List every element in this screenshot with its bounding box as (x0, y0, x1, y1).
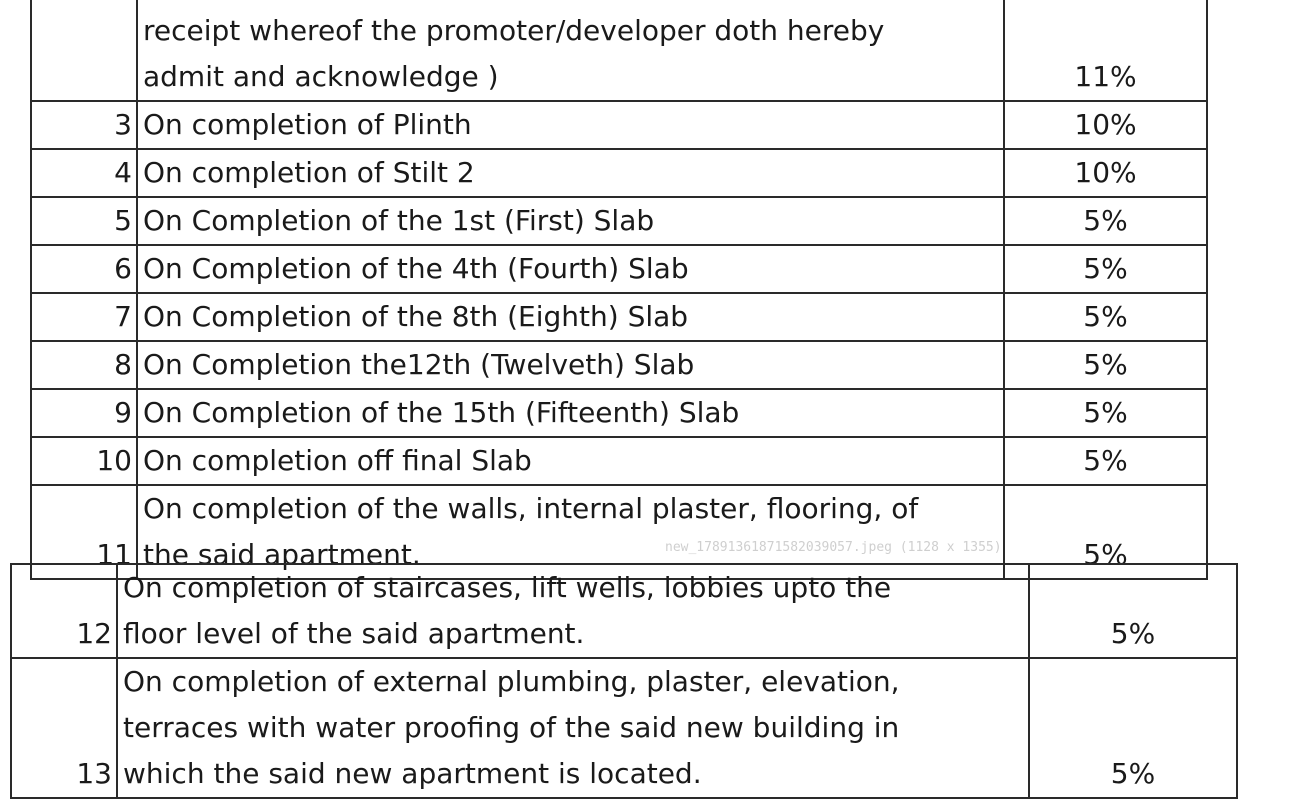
milestone-description (137, 245, 1004, 293)
installment-percentage: 11% (1004, 0, 1207, 101)
installment-percentage: 5% (1004, 245, 1207, 293)
table-body (11, 564, 1237, 798)
row-number: 4 (31, 149, 137, 197)
milestone-description (117, 564, 1029, 658)
row-number: 10 (31, 437, 137, 485)
description-line: On completion of Stilt 2 (143, 156, 475, 189)
table-row (31, 437, 1207, 485)
row-number: 8 (31, 341, 137, 389)
row-number: 5 (31, 197, 137, 245)
description-line (143, 0, 1003, 8)
table-row (31, 389, 1207, 437)
milestone-description (137, 389, 1004, 437)
row-number: 6 (31, 245, 137, 293)
description-line: the said apartment. (143, 538, 421, 571)
description-line: On completion off final Slab (143, 444, 532, 477)
table-row (31, 0, 1207, 101)
description-line: On Completion of the 8th (Eighth) Slab (143, 300, 689, 333)
description-line: On completion of Plinth (143, 108, 472, 141)
description-line: On Completion of the 15th (Fifteenth) Slab (143, 396, 740, 429)
row-number: 3 (31, 101, 137, 149)
table-row (11, 658, 1237, 798)
installment-percentage: 5% (1004, 293, 1207, 341)
installment-percentage: 5% (1029, 658, 1237, 798)
row-number: 13 (11, 658, 117, 798)
description-line: floor level of the said apartment. (123, 617, 585, 650)
description-line: On completion of staircases, lift wells, lobbies upto the (123, 571, 892, 604)
table-row (31, 341, 1207, 389)
description-line: On completion of external plumbing, plaster, elevation, (123, 665, 900, 698)
milestone-description (137, 437, 1004, 485)
table-row (31, 149, 1207, 197)
milestone-description (137, 197, 1004, 245)
table-row (31, 293, 1207, 341)
milestone-description (137, 0, 1004, 101)
watermark-text: new_17891361871582039057.jpeg (1128 x 1355) (665, 540, 1002, 555)
row-number: 12 (11, 564, 117, 658)
description-line: receipt whereof the promoter/developer doth hereby (143, 14, 885, 47)
payment-schedule-table-top (30, 0, 1208, 580)
description-line: terraces with water proofing of the said new building in (123, 711, 900, 744)
description-line: On Completion the12th (Twelveth) Slab (143, 348, 695, 381)
table-row (11, 564, 1237, 658)
installment-percentage: 5% (1004, 197, 1207, 245)
table-row (31, 101, 1207, 149)
installment-percentage: 5% (1004, 437, 1207, 485)
milestone-description (137, 341, 1004, 389)
milestone-description (117, 658, 1029, 798)
milestone-description (137, 101, 1004, 149)
description-line: admit and acknowledge ) (143, 60, 499, 93)
installment-percentage: 10% (1004, 101, 1207, 149)
table-body (31, 0, 1207, 579)
description-line: On Completion of the 4th (Fourth) Slab (143, 252, 689, 285)
description-line: which the said new apartment is located. (123, 757, 702, 790)
row-number (31, 0, 137, 101)
description-line: On Completion of the 1st (First) Slab (143, 204, 655, 237)
description-line: On completion of the walls, internal plaster, flooring, of (143, 492, 919, 525)
installment-percentage: 5% (1004, 485, 1207, 579)
installment-percentage: 10% (1004, 149, 1207, 197)
table-row (31, 197, 1207, 245)
row-number: 9 (31, 389, 137, 437)
installment-percentage: 5% (1004, 389, 1207, 437)
payment-schedule-table-bottom (10, 563, 1238, 799)
row-number: 11 (31, 485, 137, 579)
installment-percentage: 5% (1004, 341, 1207, 389)
milestone-description (137, 149, 1004, 197)
milestone-description (137, 293, 1004, 341)
installment-percentage: 5% (1029, 564, 1237, 658)
table-row (31, 245, 1207, 293)
row-number: 7 (31, 293, 137, 341)
